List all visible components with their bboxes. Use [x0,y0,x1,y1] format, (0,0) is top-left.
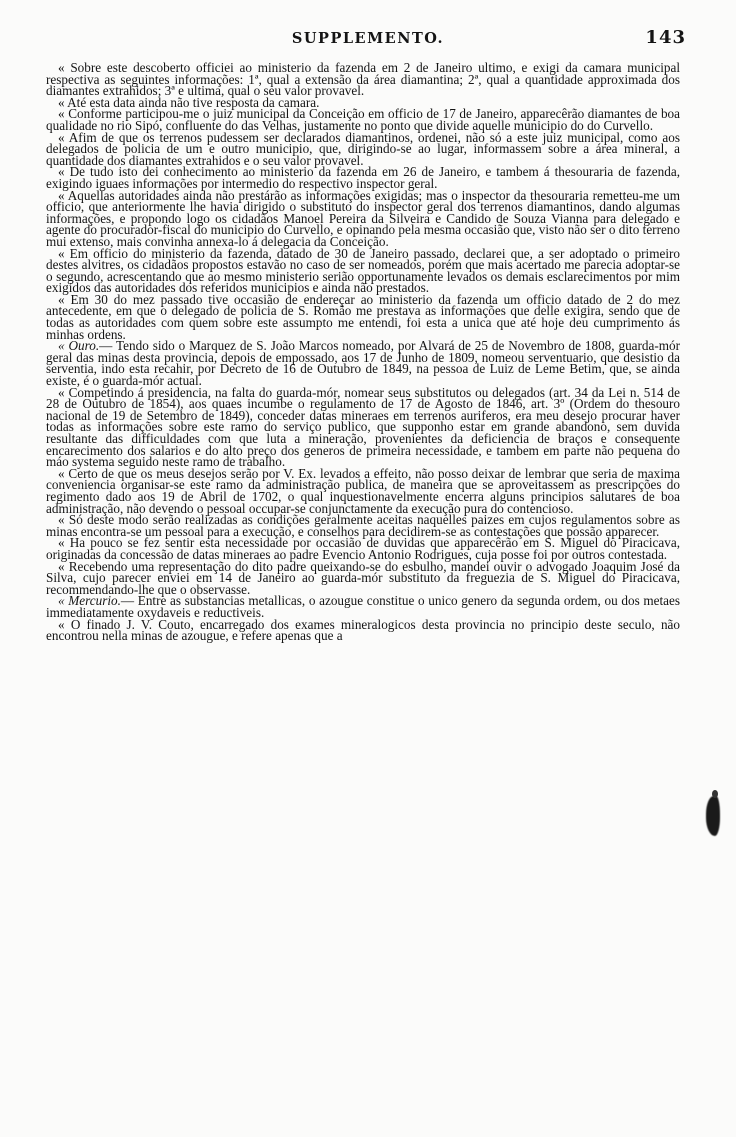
paragraph [46,514,680,537]
paragraph [46,616,680,644]
document-body [46,62,680,642]
paragraph-text: « Certo de que os meus desejos serão por V. Ex. levados a effeito, não posso deixar de lembrar que seria de maxima conveniencia organisar-se este ramo da administração publica, de maneira que se aproveitassem as prescripções do regimento dado aos 19 de Abril de 1702, o qual inquestionavelmente encerra alguns principios salutares de boa administração, não devendo o pessoal occupar-se conjunctamente da execução pura do contencioso. [46,465,680,516]
paragraph [46,129,680,168]
running-title: SUPPLEMENTO. [291,30,445,47]
paragraph [46,291,680,342]
paragraph-text: « Em 30 do mez passado tive occasião de endereçar ao ministerio da fazenda um officio datado de 2 do mez antecedente, em que o delegado de policia de S. Romão me prestava as informações que delle exigira, sendo que de todas as autoridades com quem sobre este assumpto me entendi, foi esta a unica que até hoje deu cumprimento ás minhas ordens. [46,291,680,342]
paragraph [46,465,680,516]
paragraph-text: « Em officio do ministerio da fazenda, datado de 30 de Janeiro passado, declarei que, a ser adoptado o primeiro destes alvitres, os cidadãos propostos estavão no caso de ser nomeados, porém que mais acertado me parecia adoptar-se o segundo, acrescentando que ao mesmo ministerio serião opportunamente levados os demais esclarecimentos por mim exigidos das autoridades dos referidos municipios e ainda não prestados. [46,245,680,296]
paragraph-text: « Até esta data ainda não tive resposta da camara. [58,94,320,110]
paragraph-text: « Aquellas autoridades ainda não prestárão as informações exigidas; mas o inspector da thesouraria remetteu-me um officio, que anteriormente lhe havia dirigido o substituto do inspector geral dos terrenos diamantinos, dando algumas informações, e propondo logo os cidadãos Manoel Pereira da Silveira e Candido de Souza Vianna para delegado e agente do procurador-fiscal do municipio do Curvello, e opinando pela mesma occasião que, visto não ser o dito terreno mui extenso, mais convinha annexa-lo á delegacia da Conceição. [46,187,680,249]
paragraph-text: « Afim de que os terrenos pudessem ser declarados diamantinos, ordenei, não só a este juiz municipal, como aos delegados de policia de um e outro municipio, que, dirigindo-se ao lugar, informassem sobre a área mineral, a quantidade dos diamantes extrahidos e o seu valor provavel. [46,129,680,168]
paragraph-text: « Competindo á presidencia, na falta do guarda-mór, nomear seus substitutos ou delegados (art. 34 da Lei n. 514 de 28 de Outubro de 1854), aos quaes incumbe o regulamento de 17 de Agosto de 1846, art. 3º (Ordem do thesouro nacional de 19 de Setembro de 1849), conceder datas mineraes em terrenos auriferos, era meu desejo procurar haver todas as informações sobre este ramo do serviço publico, que supponho estar em grande abandono, sem duvida resultante das difficuldades com que luta a mineração, provenientes da deficiencia de braços e consequente encarecimento dos salarios e do alto preço dos generos de primeira necessidade, e tambem em parte não pequena do máo systema seguido neste ramo de trabalho. [46,384,680,470]
paragraph [46,537,680,560]
paragraph-text: « Conforme participou-me o juiz municipal da Conceição em officio de 17 de Janeiro, apparecêrão diamantes de boa qualidade no rio Sipó, confluente do das Velhas, justamente no ponto que divide aquelle municipio do do Curvello. [46,106,680,133]
paragraph-text: « O finado J. V. Couto, encarregado dos exames mineralogicos desta provincia no principio deste seculo, não encontrou nella minas de azougue, e refere apenas que a [46,616,680,644]
paragraph-text: « De tudo isto dei conhecimento ao ministerio da fazenda em 26 de Janeiro, e tambem á thesouraria de fazenda, exigindo iguaes informações por intermedio do respectivo inspector geral. [46,164,680,191]
paragraph-text: « Ha pouco se fez sentir esta necessidade por occasião de duvidas que apparecêrão em S. Miguel do Piracicava, originadas da concessão de datas mineraes ao padre Evencio Antonio Rodrigues, cuja posse foi por outros contestada. [46,535,680,562]
paragraph [46,187,680,249]
paragraph [46,62,680,97]
paragraph [46,384,680,470]
section-lead: « Mercurio. [58,593,121,609]
ink-smudge [706,796,720,836]
paragraph [46,338,680,389]
page-number: 143 [645,27,686,48]
section-lead: « Ouro. [58,338,100,354]
paragraph-text: « Só deste modo serão realizadas as condições geralmente aceitas naquelles paizes em cujos regulamentos sobre as minas encontra-se um pessoal para a execução, e conselhos para decidirem-se as contestações que possão apparecer. [46,512,680,539]
paragraph-text: « Recebendo uma representação do dito padre queixando-se do esbulho, mandei ouvir o advogado Joaquim José da Silva, cujo parecer enviei em 14 de Janeiro ao guarda-mór substituto da freguezia de S. Miguel do Piracicava, recommendando-lhe que o observasse. [46,558,680,597]
paragraph [46,595,680,618]
paragraph-text: « Sobre este descoberto officiei ao ministerio da fazenda em 2 de Janeiro ultimo, e exigi da camara municipal respectiva as seguintes informações: 1ª, qual a extensão da área diamantina; 2ª, qual a quantidade approximada dos diamantes extrahidos; 3ª e ultima, qual o seu valor provavel. [46,60,680,99]
paragraph [46,245,680,296]
paragraph [46,166,680,189]
ink-spot [712,790,718,798]
paragraph-text: — Entre as substancias metallicas, o azougue constitue o unico genero da segunda ordem, ou dos metaes immediatamente oxydaveis e reductiveis. [46,593,680,620]
paragraph [46,108,680,131]
paragraph-text: — Tendo sido o Marquez de S. João Marcos nomeado, por Alvará de 25 de Novembro de 1808, guarda-mór geral das minas desta provincia, depois de empossado, aos 17 de Junho de 1809, nomeou serventuario, que desistio da serventia, indo esta recahir, por Decreto de 16 de Outubro de 1849, na pessoa de Luiz de Leme Betim, que, se ainda existe, é o guarda-mór actual. [46,338,680,389]
page-header [0,27,736,56]
paragraph [46,558,680,597]
